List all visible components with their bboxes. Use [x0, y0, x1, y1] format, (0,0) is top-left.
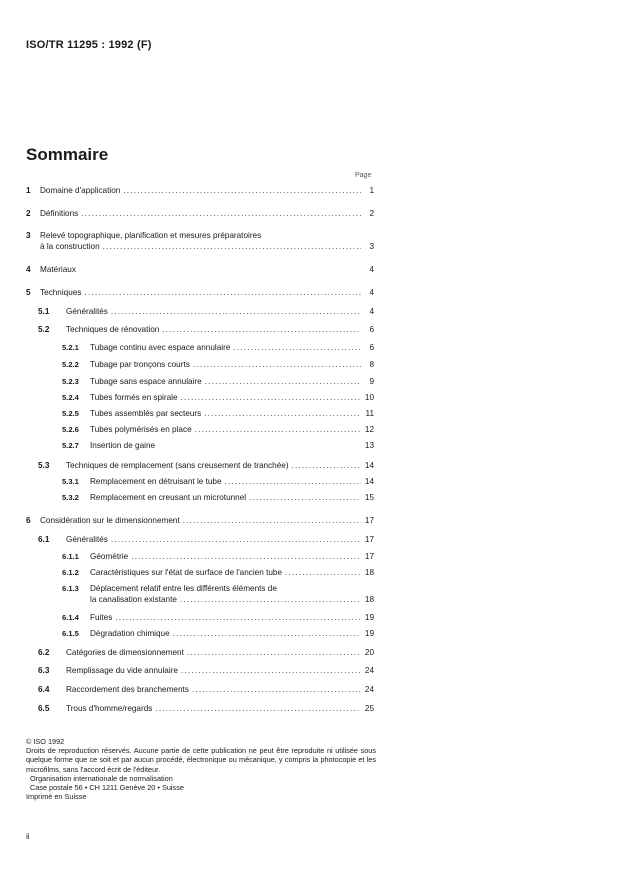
toc-page: 14: [364, 477, 374, 486]
toc-title: Caractéristiques sur l'état de surface de l'ancien tube: [90, 568, 282, 577]
toc-number: 6.1.5: [62, 629, 79, 638]
toc-page: 8: [369, 360, 374, 369]
toc-number: 5.1: [38, 307, 50, 316]
toc-number: 5.2.3: [62, 377, 79, 386]
toc-title: Tubage sans espace annulaire: [90, 377, 202, 386]
toc-number: 5.2.2: [62, 360, 79, 369]
toc-number: 6: [26, 516, 31, 525]
toc-page: 18: [364, 568, 374, 577]
toc-page: 11: [365, 409, 374, 418]
toc-title: Remplacement en creusant un microtunnel: [90, 493, 247, 502]
toc-page: 15: [364, 493, 374, 502]
toc-title-line1: Relevé topographique, planification et mesures préparatoires: [40, 231, 262, 240]
toc-title: Tubage par tronçons courts: [90, 360, 190, 369]
toc-title: Raccordement des branchements: [66, 685, 189, 694]
address-country: Suisse: [162, 783, 184, 793]
toc-title: Catégories de dimensionnement: [66, 648, 184, 657]
toc-page: 24: [364, 685, 374, 694]
toc-title: Trous d'homme/regards: [66, 704, 153, 713]
toc-title: la canalisation existante: [90, 595, 177, 604]
toc-number: 6.1.2: [62, 568, 79, 577]
toc-page: 24: [364, 666, 374, 675]
toc-page: 17: [364, 535, 374, 544]
toc-title: Généralités: [66, 307, 108, 316]
toc-page: 1: [369, 186, 374, 195]
toc-page: 12: [364, 425, 374, 434]
toc-page: 25: [364, 704, 374, 713]
toc-title: Tubes assemblés par secteurs: [90, 409, 202, 418]
toc-page: 2: [369, 209, 374, 218]
toc-page: 18: [364, 595, 374, 604]
copyright-line: © ISO 1992: [26, 737, 65, 746]
toc-title: Techniques de remplacement (sans creusement de tranchée): [66, 461, 289, 470]
printed-in: Imprimé en Suisse: [26, 792, 87, 802]
toc-number: 5.3.1: [62, 477, 79, 486]
page-title: Sommaire: [26, 145, 109, 164]
toc-number: 5.2.7: [62, 441, 79, 450]
toc-title: Tubes formés en spirale: [90, 393, 178, 402]
toc-page: 19: [364, 613, 374, 622]
toc-number: 5.2.5: [62, 409, 79, 418]
toc-number: 5.2.1: [62, 343, 79, 352]
toc-title: Tubage continu avec espace annulaire: [90, 343, 231, 352]
address-box: Case postale 56: [30, 783, 83, 793]
toc-page: 6: [369, 343, 374, 352]
toc-number: 1: [26, 186, 31, 195]
toc-title: Considération sur le dimensionnement: [40, 516, 180, 525]
toc-title: Remplissage du vide annulaire: [66, 666, 178, 675]
toc-number: 5: [26, 288, 31, 297]
bullet-separator: •: [84, 783, 88, 793]
toc-number: 6.2: [38, 648, 50, 657]
toc-title: Remplacement en détruisant le tube: [90, 477, 222, 486]
toc-number: 5.3: [38, 461, 50, 470]
toc-page: 9: [369, 377, 374, 386]
toc-page: 3: [369, 242, 374, 251]
toc-number: 6.1: [38, 535, 50, 544]
toc-number: 5.3.2: [62, 493, 79, 502]
toc-title: Généralités: [66, 535, 108, 544]
organization-name: Organisation internationale de normalisation: [30, 773, 173, 783]
copyright-notice: [26, 737, 376, 801]
toc-number: 3: [26, 231, 31, 240]
toc-number: 6.1.1: [62, 552, 79, 561]
toc-number: 5.2.4: [62, 393, 79, 402]
page-column-label: Page: [355, 172, 372, 179]
address-city: CH 1211 Genève 20: [89, 783, 156, 793]
rights-statement: Droits de reproduction réservés. Aucune partie de cette publication ne peut être reproduite ni utilisée sous quelque forme que ce soit et par aucun procédé, électronique ou mécanique, y compris la photocopie et les microfilms, sans l'accord écrit de l'éditeur.: [26, 746, 376, 774]
toc-title: Techniques de rénovation: [66, 325, 160, 334]
toc-page: 17: [364, 552, 374, 561]
toc-number: 6.4: [38, 685, 50, 694]
toc-number: 4: [26, 265, 31, 274]
toc-title: à la construction: [40, 242, 100, 251]
toc-title: Fuites: [90, 613, 113, 622]
toc-title: Tubes polymérisés en place: [90, 425, 192, 434]
toc-title: Insertion de gaine: [90, 441, 156, 450]
toc-page: 13: [364, 441, 374, 450]
toc-number: 6.1.3: [62, 584, 79, 593]
toc-title-line1: Déplacement relatif entre les différents éléments de: [90, 584, 277, 593]
toc-title: Définitions: [40, 209, 79, 218]
toc-page: 6: [369, 325, 374, 334]
toc-page: 4: [369, 265, 374, 274]
toc-page: 20: [364, 648, 374, 657]
toc-page: 19: [364, 629, 374, 638]
toc-page: 10: [364, 393, 374, 402]
toc-title: Matériaux: [40, 265, 76, 274]
toc-number: 2: [26, 209, 31, 218]
toc-number: 6.1.4: [62, 613, 79, 622]
postal-address: [26, 783, 376, 792]
toc-title: Techniques: [40, 288, 82, 297]
bullet-separator: •: [157, 783, 160, 793]
toc-number: 6.5: [38, 704, 50, 713]
toc-title: Domaine d'application: [40, 186, 121, 195]
page-number: ii: [26, 832, 30, 841]
toc-title: Dégradation chimique: [90, 629, 170, 638]
toc-page: 4: [369, 288, 374, 297]
document-id: ISO/TR 11295 : 1992 (F): [26, 39, 152, 51]
toc-page: 17: [364, 516, 374, 525]
toc-page: 14: [364, 461, 374, 470]
toc-title: Géométrie: [90, 552, 129, 561]
toc-number: 5.2.6: [62, 425, 79, 434]
toc-number: 5.2: [38, 325, 50, 334]
toc-number: 6.3: [38, 666, 50, 675]
toc-page: 4: [369, 307, 374, 316]
